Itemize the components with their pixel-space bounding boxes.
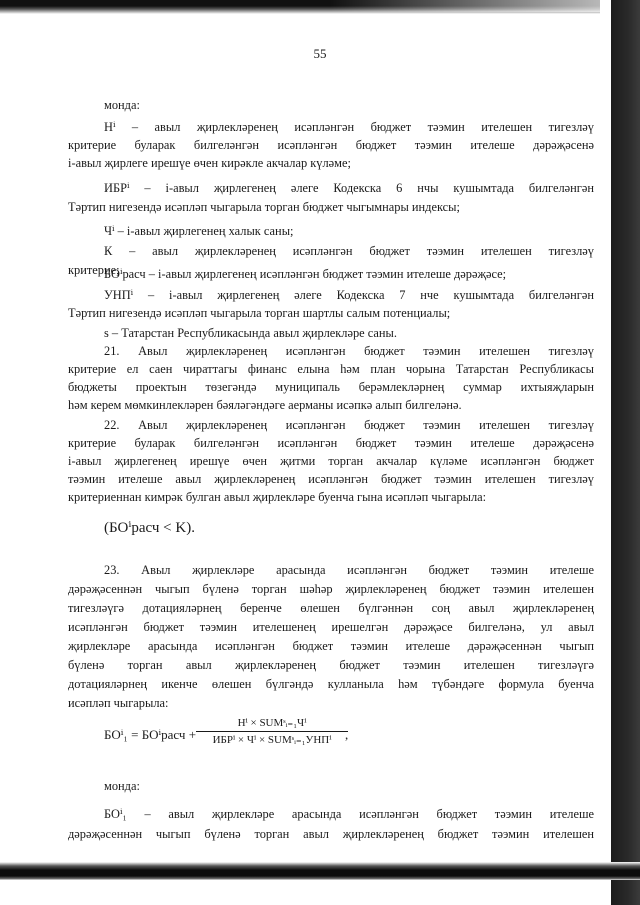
formula-2-denominator: ИБРⁱ × Чⁱ × SUMˢᵢ₌₁УНПⁱ [212,734,332,746]
fraction-bar [196,731,348,732]
text-line: i-авыл җирлеге ирешүе өчен кирәкле акчалар күләме; [68,156,351,170]
text-line: монда: [104,779,140,793]
text-line: БОⁱрасч – i-авыл җирлегенең исәпләнгән бюджет тәэмин ителеше дәрәҗәсе; [104,267,507,281]
text-line: критерие; [68,263,120,277]
text-line: Hⁱ – авыл җирлекләренең исәпләнгән бюджет тәэмин ителешен тигезләү [104,120,594,134]
text-line: дәрәҗәсеннән чыгып бүленә торган шәһәр җирлекләренең бюджет тәэмин ителешен [68,582,594,596]
text-line: ИБРⁱ – i-авыл җирлегенең әлеге Кодекска 6 нчы кушымтада билгеләнгән [104,181,594,195]
scan-border-bottom [0,862,640,880]
formula-2-numerator: Hⁱ × SUMˢᵢ₌₁Чⁱ [237,717,307,729]
scan-border-top-fade [330,0,600,12]
text-line: монда: [104,98,140,112]
text-line: i-авыл җирлегенең ирешүе өчен җитми торган акчалар күләме исәпләнгән бюджет [68,454,594,468]
text-line: 23. Авыл җирлекләре арасында исәпләнгән бюджет тәэмин ителеше [104,563,594,577]
text-line: критерие ел саен чираттагы финанс елына һәм план чорына Татарстан Республикасы [68,362,594,376]
text-line: бүленә торган авыл җирлекләренең бюджет тәэмин ителешен тигезләүгә [68,658,594,672]
scan-border-right [611,0,640,905]
text-line: s – Татарстан Республикасында авыл җирлекләре саны. [104,326,397,340]
text-line: тигезләүгә дотацияләрнең беренче өлешен бүлгәннән соң авыл җирлекләренең [68,601,594,615]
text-line: дәрәҗәсеннән чыгып бүленә торган авыл җирлекләренең бюджет тәэмин ителешен [68,827,594,841]
page-number: 55 [313,46,327,61]
text-line: Тәртип нигезендә исәпләп чыгарыла торган шартлы салым потенциалы; [68,306,451,320]
text-line: бюджеты проектын төзегәндә муниципаль берәмлекләрнең суммар ихтыяҗларын [68,380,594,394]
text-line: җирлекләре арасында исәпләнгән бюджет тәэмин ителеше дәрәҗәсеннән чыгып [68,639,594,653]
text-line: исәпләнгән бюджет тәэмин ителешенең ирешелгән дәрәҗәсе билгеләнә, ул авыл [68,620,594,634]
text-line: критерие буларак билгеләнгән исәпләнгән бюджет тәэмин ителеше дәрәҗәсенә [68,436,594,450]
formula-2-lhs: БОⁱ₁ = БОⁱрасч + [104,727,197,742]
text-line: Чⁱ – i-авыл җирлегенең халык саны; [104,224,294,238]
formula-2-fraction [196,716,348,747]
text-line: УНПⁱ – i-авыл җирлегенең әлеге Кодекска 7 нче кушымтада билгеләнгән [104,288,594,302]
text-line: критерие буларак билгеләнгән исәпләнгән бюджет тәэмин ителеше дәрәҗәсенә [68,138,594,152]
text-line: 21. Авыл җирлекләренең исәпләнгән бюджет тәэмин ителешен тигезләү [104,344,594,358]
text-line: Тәртип нигезендә исәпләп чыгарыла торган бюджет чыгымнары индексы; [68,200,460,214]
formula-1: (БОⁱрасч < K). [104,520,195,536]
text-line: һәм керем мөмкинлекләрен бәяләгәндәге аерманы исәпкә алып билгеләнә. [68,398,462,412]
text-line: исәпләп чыгарыла: [68,696,169,710]
text-line: 22. Авыл җирлекләренең исәпләнгән бюджет тәэмин ителешен тигезләү [104,418,594,432]
text-line: дотацияләрнең икенче өлешен бүлгәндә кулланыла һәм түбәндәге формула буенча [68,677,594,691]
text-line: БОⁱ₁ – авыл җирлекләре арасында исәпләнгән бюджет тәэмин ителеше [104,807,594,821]
text-line: К – авыл җирлекләренең исәпләнгән бюджет тәэмин ителешен тигезләү [104,244,594,258]
formula-2-tail: , [345,727,349,742]
text-line: тәэмин ителеше авыл җирлекләренең исәпләнгән бюджет тәэмин ителешен тигезләү [68,472,594,486]
text-line: критериеннан кимрәк булган авыл җирлекләре буенча гына исәпләп чыгарыла: [68,490,487,504]
